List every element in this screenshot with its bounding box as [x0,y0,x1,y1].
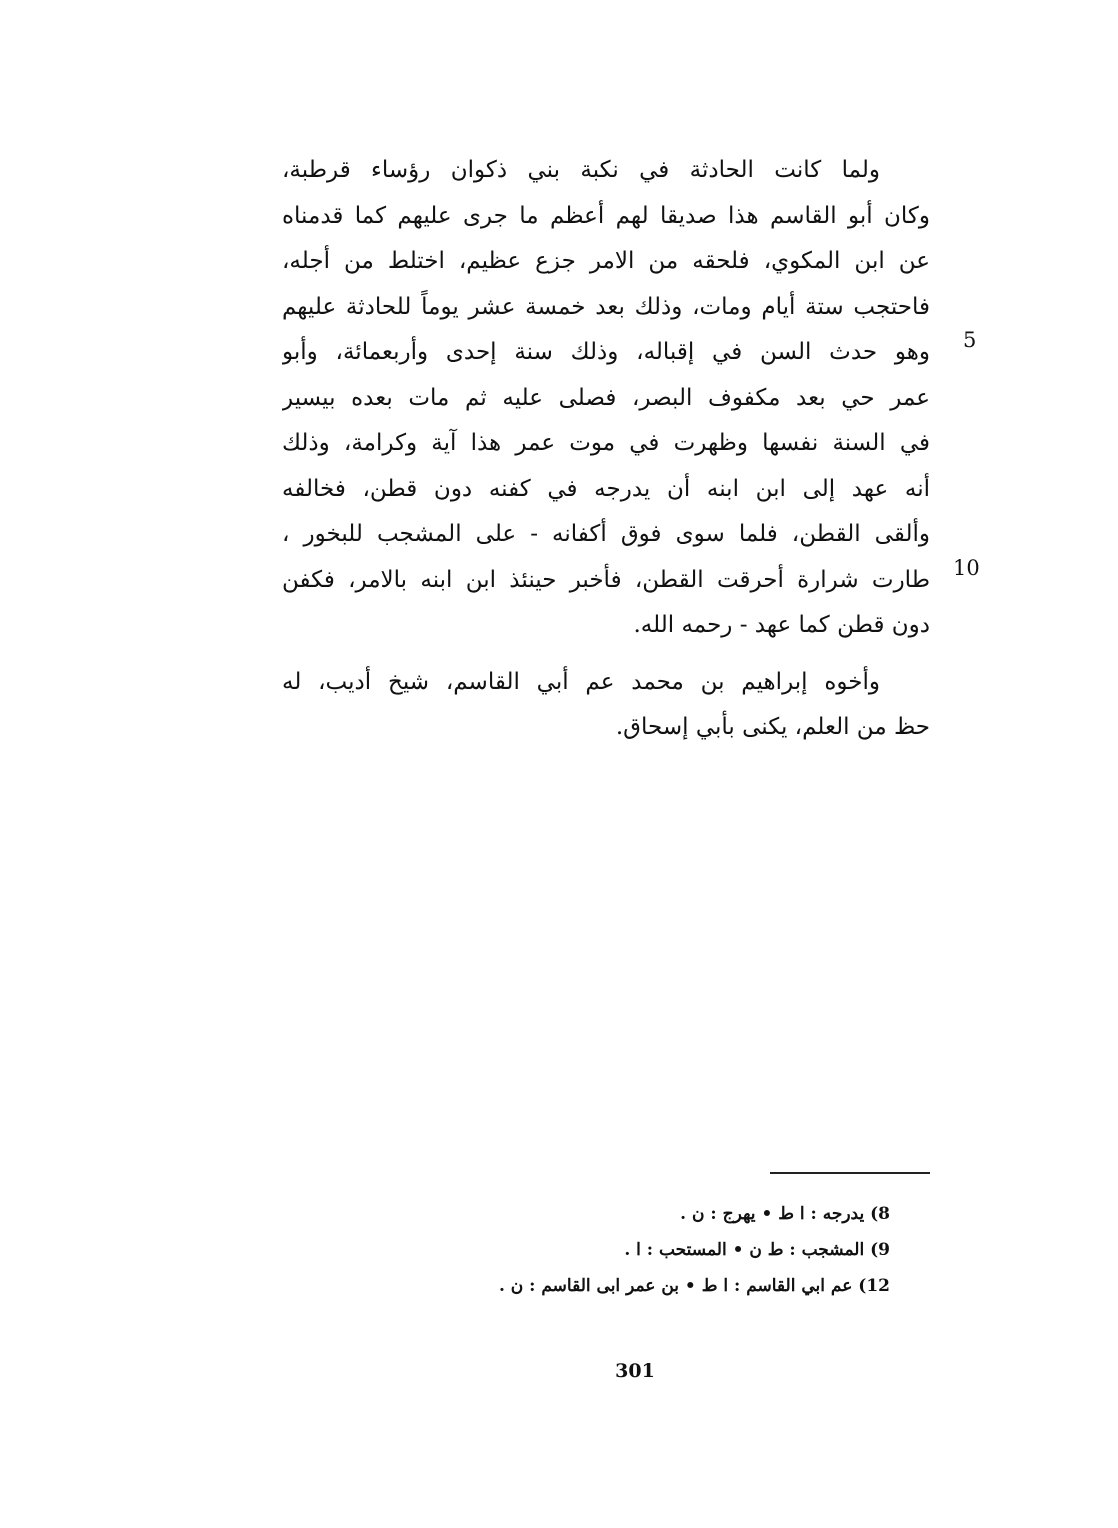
line-number-5: 5 [963,328,977,352]
footnote: 12) عم ابي القاسم : ا ط • بن عمر ابى القاسم : ن . [498,1276,890,1296]
text-line: عمر حي بعد مكفوف البصر، فصلى عليه ثم مات بعده بيسير [282,384,930,411]
footnote: 8) يدرجه : ا ط • يهرج : ن . [680,1204,890,1224]
text-line: حظ من العلم، يكنى بأبي إسحاق. [615,714,930,740]
main-text [282,148,930,751]
text-line: وهو حدث السن في إقباله، وذلك سنة إحدى وأربعمائة، وأبو [282,339,930,365]
footnotes [380,1196,890,1304]
paragraph-gap [282,649,930,660]
text-line: طارت شرارة أحرقت القطن، فأخبر حينئذ ابن ابنه بالامر، فكفن [282,566,930,593]
line-number-10: 10 [953,556,980,580]
text-line: وألقى القطن، فلما سوى فوق أكفانه - على المشجب للبخور ، [282,521,930,547]
text-line: وأخوه إبراهيم بن محمد عم أبي القاسم، شيخ أديب، له [282,668,880,695]
text-line: وكان أبو القاسم هذا صديقا لهم أعظم ما جرى عليهم كما قدمناه [282,202,930,229]
text-line: عن ابن المكوي، فلحقه من الامر جزع عظيم، اختلط من أجله، [282,248,930,274]
footnote: 9) المشجب : ط ن • المستحب : ا . [624,1240,890,1260]
text-line: في السنة نفسها وظهرت في موت عمر هذا آية وكرامة، وذلك [282,430,930,456]
text-line: فاحتجب ستة أيام ومات، وذلك بعد خمسة عشر يوماً للحادثة عليهم [282,293,930,320]
page-number: 301 [615,1360,655,1382]
text-line: أنه عهد إلى ابن ابنه أن يدرجه في كفنه دون قطن، فخالفه [282,475,930,502]
text-line: ولما كانت الحادثة في نكبة بني ذكوان رؤساء قرطبة، [282,157,880,183]
text-line: دون قطن كما عهد - رحمه الله. [633,612,930,638]
footnote-separator [770,1172,930,1174]
